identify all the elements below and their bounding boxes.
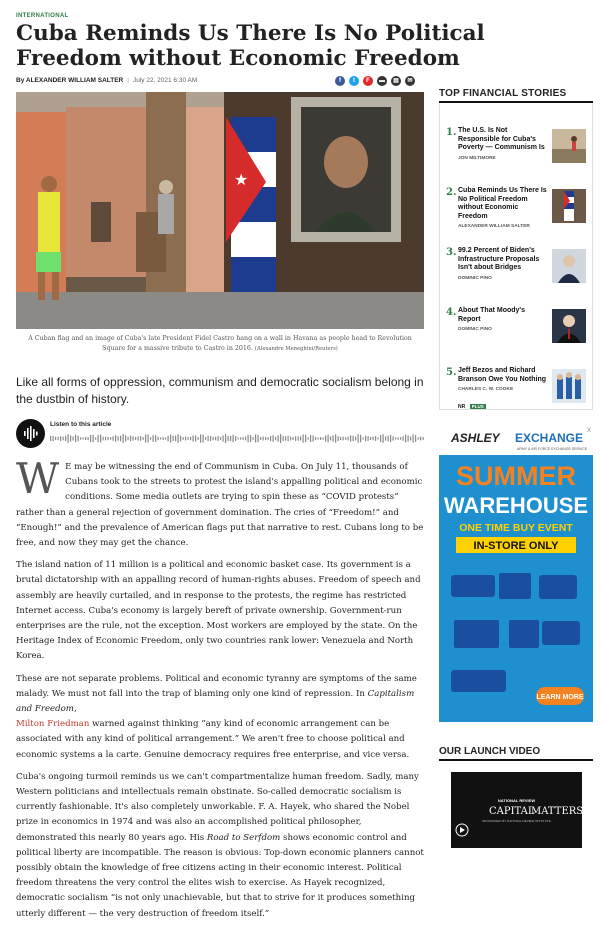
story-number: 3. — [446, 247, 457, 258]
paragraph-1-text: E may be witnessing the end of Communism in Cuba. On July 11, thousands of Cubans took to the streets to protest the island's appalling political and economic conditions. Some media outlets are trying to spin these as “COVID protests” rather than a general rejection of government domination. The cries of “Freedom!” and “Enough!” and the prevalence of American flags put that narrative to rest. Cubans long to be free, and now they may get the chance. — [16, 462, 424, 549]
p4-text-a: Cuba's ongoing turmoil reminds us we can't compartmentalize human freedom. Sadly, many Western politicians and intellectuals remain obstinate. So-called democratic socialism is currently fashionable. It's also completely unworkable. F. A. Hayek, who shared the Nobel prize in economics in 1974 and was also an accomplished political philosopher, demonstrated this nearly 80 years ago. His — [16, 771, 419, 843]
author-link[interactable]: By ALEXANDER WILLIAM SALTER — [16, 77, 124, 84]
story-text — [458, 287, 548, 347]
hero-image — [16, 92, 424, 329]
ad-creative — [439, 425, 593, 722]
plus-label: PLUS — [471, 404, 484, 410]
audio-play-button[interactable] — [16, 419, 45, 448]
story-title[interactable]: About That Moody's Report — [458, 307, 525, 323]
ad-line-3: ONE TIME BUY EVENT — [459, 522, 573, 534]
top-stories-heading: TOP FINANCIAL STORIES — [439, 88, 593, 103]
soundwave-icon — [16, 419, 45, 448]
story-title[interactable]: The U.S. Is Not Responsible for Cuba's Poverty — Communism Is — [458, 127, 545, 152]
story-text — [458, 167, 548, 230]
launch-video-player[interactable] — [451, 772, 582, 848]
drop-cap: W — [16, 454, 60, 503]
flipboard-icon[interactable]: F — [363, 76, 373, 86]
story-thumbnail[interactable] — [552, 309, 586, 343]
byline-separator: | — [127, 77, 129, 84]
story-item[interactable] — [446, 167, 586, 230]
article-body — [16, 454, 424, 929]
story-author: ALEXANDER WILLIAM SALTER — [458, 224, 530, 230]
comments-icon[interactable]: ▬ — [379, 78, 385, 84]
story-author: DOMINIC PINO — [458, 275, 492, 281]
byline — [16, 77, 197, 84]
facebook-icon[interactable]: f — [335, 76, 345, 86]
story-author: JON MILTIMORE — [458, 155, 496, 161]
milton-friedman-link[interactable]: Milton Friedman — [16, 719, 90, 730]
share-bar — [335, 76, 415, 86]
ad-line-4: IN-STORE ONLY — [473, 540, 559, 552]
email-icon[interactable]: ✉ — [405, 76, 415, 86]
article-dek: Like all forms of oppression, communism and democratic socialism belong in the dustbin of history. — [16, 375, 424, 406]
story-title[interactable]: Jeff Bezos and Richard Branson Owe You Nothing — [458, 367, 547, 383]
story-text — [458, 107, 548, 167]
story-number: 5. — [446, 367, 457, 378]
story-text — [458, 227, 548, 287]
launch-video-heading: OUR LAUNCH VIDEO — [439, 746, 593, 761]
ad-brand: ASHLEY — [451, 431, 500, 445]
story-thumbnail[interactable] — [552, 249, 586, 283]
story-thumbnail[interactable] — [552, 129, 586, 163]
ad-cta-text: LEARN MORE — [536, 694, 584, 701]
video-brand-b: MATTERS — [531, 806, 584, 817]
paragraph-1 — [16, 454, 424, 551]
paragraph-2: The island nation of 11 million is a political and economic basket case. Its government is a brutal dictatorship with an appalling record of human-rights abuses. Freedom of speech and assembly are heavily curtailed, and in response to the protests, the regime has restricted Internet access. Cuba's economy is largely bereft of private ownership. Government-run enterprises are the rule, not the exception. Most workers are employed by the state. On the Heritage Index of Economic Freedom, only two countries rank lower: Venezuela and North Korea. — [16, 560, 421, 662]
story-thumbnail[interactable] — [552, 189, 586, 223]
nr-plus-badge — [458, 395, 548, 413]
hero-photo — [16, 92, 424, 329]
ad-line-2: WAREHOUSE — [443, 493, 589, 518]
p3-text-c: warned against thinking “any kind of economic arrangement can be associated with any kind of political arrangement.” We aren't free to choose political and economic systems a la carte. Genuine democracy requires free enterprise, and vice versa. — [16, 719, 410, 760]
story-text — [458, 347, 548, 411]
story-item[interactable] — [446, 227, 586, 287]
image-caption — [16, 334, 424, 354]
twitter-icon[interactable]: t — [349, 76, 359, 86]
video-sub: SPONSORED BY NATIONAL REVIEW INSTITUTE — [482, 819, 551, 823]
story-item[interactable] — [446, 107, 586, 167]
story-thumbnail[interactable] — [552, 369, 586, 403]
top-stories-list — [439, 103, 593, 410]
story-title[interactable]: Cuba Reminds Us There Is No Political Freedom without Economic Freedom — [458, 187, 547, 220]
paragraph-3 — [16, 672, 424, 763]
story-number: 4. — [446, 307, 457, 318]
p4-text-b: shows economic control and political liberty are incompatible. The reason is obvious: Top-down economic planners cannot possibly obtain the knowledge of free citizens acting in their economic interest. Political freedom threatens the very control the elites wish to exercise. As Hayek recognized, democratic socialism “is not only unachievable, but that to strive for it produces something utterly different — the very destruction of freedom itself.” — [16, 832, 424, 919]
book-title-serfdom: Road to Serfdom — [206, 832, 281, 843]
story-title[interactable]: 99.2 Percent of Biden's Infrastructure Proposals Isn't about Bridges — [458, 247, 540, 272]
story-number: 1. — [446, 127, 457, 138]
nr-label: NR — [458, 404, 466, 411]
story-item[interactable] — [446, 347, 586, 411]
story-author: DOMINIC PINO — [458, 327, 492, 333]
paragraph-4 — [16, 770, 424, 922]
book-title-capitalism: Capitalism and Freedom — [16, 688, 415, 715]
print-icon[interactable]: ▤ — [391, 76, 401, 86]
section-kicker[interactable]: INTERNATIONAL — [16, 13, 69, 19]
publish-date: July 22, 2021 6:30 AM — [132, 77, 198, 84]
story-author: CHARLES C. W. COOKE — [458, 387, 514, 393]
ad-line-1: SUMMER — [456, 461, 576, 491]
p3-text-b: , — [73, 704, 77, 715]
story-item[interactable] — [446, 287, 586, 347]
ad-brand-2: EXCHANGE — [515, 431, 584, 445]
article-headline: Cuba Reminds Us There Is No Political Freedom without Economic Freedom — [16, 21, 485, 71]
svg-text:★: ★ — [234, 172, 249, 189]
video-frame — [451, 772, 582, 848]
ad-brand-sub: ARMY & AIR FORCE EXCHANGE SERVICE — [517, 447, 588, 451]
advertisement[interactable] — [439, 425, 593, 722]
caption-credit: (Alexandre Meneghini/Reuters) — [254, 346, 338, 352]
audio-player — [16, 419, 424, 449]
ad-close-icon: X — [587, 428, 592, 434]
story-number: 2. — [446, 187, 457, 198]
video-brand-a: CAPITAL — [489, 806, 535, 817]
video-small-title: NATIONAL REVIEW — [497, 798, 536, 803]
sidebar — [439, 88, 593, 410]
p3-text-a: These are not separate problems. Political and economic tyranny are symptoms of the same malady. We must not fall into the trap of blaming only one kind of repression. In — [16, 673, 417, 699]
audio-waveform[interactable] — [50, 433, 424, 444]
caption-text: A Cuban flag and an image of Cuba's late President Fidel Castro hang on a wall in Havana as people head to Revolution Square for a massive tribute to Castro in 2016. — [28, 335, 412, 352]
audio-label: Listen to this article — [50, 421, 112, 428]
